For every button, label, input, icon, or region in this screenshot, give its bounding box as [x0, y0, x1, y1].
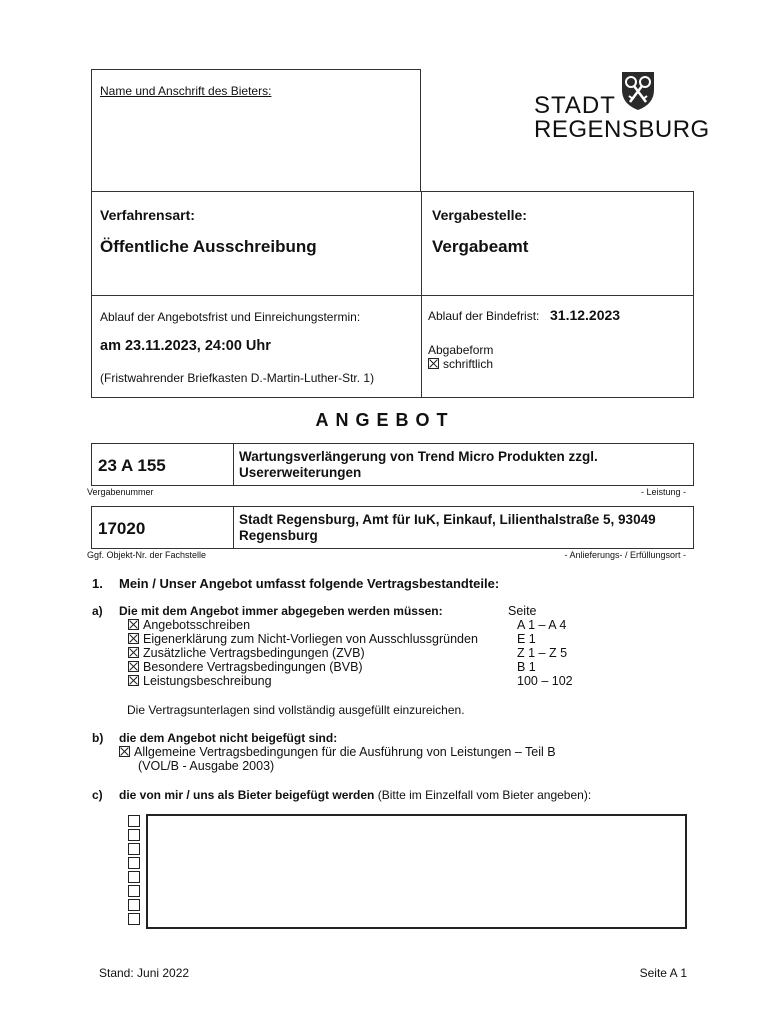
city-logo: [534, 66, 710, 146]
attachment-page: Z 1 – Z 5: [517, 646, 568, 660]
section-1-heading: Mein / Unser Angebot umfasst folgende Vertragsbestandteile:: [119, 576, 500, 591]
attachment-page: E 1: [517, 632, 536, 646]
bidder-attachments-field[interactable]: [146, 814, 687, 929]
deadline-label: Ablauf der Angebotsfrist und Einreichungstermin:: [100, 310, 361, 324]
part-c-letter: c): [92, 788, 103, 802]
attachment-label: Zusätzliche Vertragsbedingungen (ZVB): [143, 646, 365, 660]
attachment-label: Eigenerklärung zum Nicht-Vorliegen von Ausschlussgründen: [143, 632, 478, 646]
attachment-item: [128, 674, 272, 688]
attachment-item: [128, 618, 250, 632]
empty-checkbox[interactable]: [128, 913, 140, 925]
keys-shield-icon: [616, 68, 660, 112]
service-description: Wartungsverlängerung von Trend Micro Produkten zzgl. Usererweiterungen: [239, 449, 598, 480]
part-c-hint: (Bitte im Einzelfall vom Bieter angeben):: [377, 788, 592, 802]
attachment-item: [128, 646, 365, 660]
deadline-note: (Fristwahrender Briefkasten D.-Martin-Luther-Str. 1): [100, 371, 375, 385]
part-a-note: Die Vertragsunterlagen sind vollständig ausgefüllt einzureichen.: [127, 703, 465, 717]
part-b-letter: b): [92, 731, 104, 745]
delivery-place: Stadt Regensburg, Amt für IuK, Einkauf, Lilienthalstraße 5, 93049 Regensburg: [239, 512, 656, 543]
submission-form-option: [428, 357, 493, 371]
part-c-line: [119, 788, 591, 802]
checked-checkbox-icon[interactable]: [428, 358, 439, 369]
footer-page: Seite A 1: [639, 966, 687, 980]
attachment-page: B 1: [517, 660, 536, 674]
document-title: ANGEBOT: [315, 410, 455, 430]
checked-checkbox-icon[interactable]: [128, 661, 139, 672]
attachment-label: Leistungsbeschreibung: [143, 674, 272, 688]
award-number: 23 A 155: [98, 456, 166, 475]
checked-checkbox-icon[interactable]: [119, 746, 130, 757]
part-b-item-line1: Allgemeine Vertragsbedingungen für die Ausführung von Leistungen – Teil B: [134, 745, 556, 759]
part-a-letter: a): [92, 604, 103, 618]
empty-checkbox[interactable]: [128, 857, 140, 869]
procedure-type-value: Öffentliche Ausschreibung: [100, 237, 317, 256]
deadline-value: am 23.11.2023, 24:00 Uhr: [100, 338, 271, 354]
contracting-office-label: Vergabestelle:: [432, 207, 527, 223]
bidder-label: Name und Anschrift des Bieters:: [100, 84, 272, 98]
empty-checkbox[interactable]: [128, 829, 140, 841]
delivery-place-box: [233, 506, 694, 549]
part-b-heading: die dem Angebot nicht beigefügt sind:: [119, 731, 338, 745]
part-b-item-line2: (VOL/B - Ausgabe 2003): [138, 759, 275, 773]
empty-checkbox[interactable]: [128, 885, 140, 897]
submission-form-label: Abgabeform: [428, 343, 494, 357]
part-b-item: [119, 745, 556, 759]
checked-checkbox-icon[interactable]: [128, 633, 139, 644]
object-number: 17020: [98, 519, 146, 538]
empty-checkbox[interactable]: [128, 871, 140, 883]
checked-checkbox-icon[interactable]: [128, 619, 139, 630]
procedure-type-label: Verfahrensart:: [100, 207, 195, 223]
object-number-box: [91, 506, 234, 549]
part-c-heading: die von mir / uns als Bieter beigefügt werden: [119, 788, 375, 802]
checked-checkbox-icon[interactable]: [128, 647, 139, 658]
delivery-place-caption: - Anlieferungs- / Erfüllungsort -: [564, 550, 686, 560]
attachment-label: Besondere Vertragsbedingungen (BVB): [143, 660, 363, 674]
procedure-type-box: [91, 191, 422, 296]
bidder-box[interactable]: [91, 69, 421, 192]
empty-checkbox[interactable]: [128, 843, 140, 855]
section-1-number: 1.: [92, 576, 103, 591]
service-box: [233, 443, 694, 486]
page-column-header: Seite: [508, 604, 537, 618]
attachment-page: A 1 – A 4: [517, 618, 567, 632]
binding-label: Ablauf der Bindefrist:: [428, 309, 540, 323]
submission-form-value: schriftlich: [443, 357, 494, 371]
part-a-heading: Die mit dem Angebot immer abgegeben werden müssen:: [119, 604, 443, 618]
logo-line1: STADT: [534, 92, 616, 119]
attachment-item: [128, 660, 363, 674]
object-number-caption: Ggf. Objekt-Nr. der Fachstelle: [87, 550, 207, 560]
empty-checkbox[interactable]: [128, 815, 140, 827]
attachment-label: Angebotsschreiben: [143, 618, 251, 632]
award-number-box: [91, 443, 234, 486]
empty-checkbox[interactable]: [128, 899, 140, 911]
attachment-page: 100 – 102: [517, 674, 573, 688]
checked-checkbox-icon[interactable]: [128, 675, 139, 686]
contracting-office-box: [421, 191, 694, 296]
binding-value: 31.12.2023: [550, 307, 621, 323]
service-caption: - Leistung -: [640, 487, 686, 497]
logo-line2: REGENSBURG: [534, 116, 710, 143]
award-number-caption: Vergabenummer: [87, 487, 154, 497]
footer-stand: Stand: Juni 2022: [99, 966, 190, 980]
contracting-office-value: Vergabeamt: [432, 237, 529, 256]
attachment-item: [128, 632, 478, 646]
deadline-box: [91, 295, 422, 398]
binding-box: [421, 295, 694, 398]
